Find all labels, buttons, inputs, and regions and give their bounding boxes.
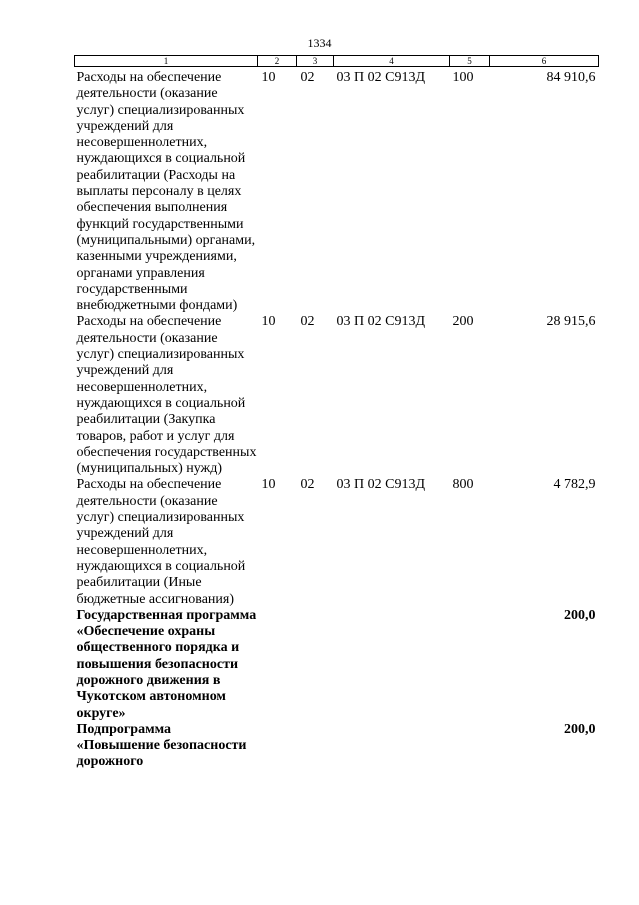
row-target-code: 03 П 02 С913Д [336, 70, 425, 85]
row-amount: 200,0 [564, 607, 596, 623]
row-section: 10 [261, 70, 276, 85]
page-number: 1334 [307, 36, 332, 50]
row-expense-type: 100 [452, 70, 474, 85]
row-amount: 200,0 [564, 721, 596, 737]
row-subsection: 02 [300, 70, 315, 85]
row-section [258, 608, 297, 722]
column-header-1: 1 [75, 56, 258, 67]
row-section: 10 [261, 477, 276, 493]
table-row [75, 314, 599, 477]
table-row [75, 477, 599, 607]
row-subsection [297, 608, 334, 722]
column-header-2: 2 [258, 56, 297, 67]
row-expense-type: 200 [452, 314, 474, 330]
table-header [75, 56, 599, 67]
row-name: Расходы на обеспечение деятельности (оказание услуг) специализированных учреждений для несовершеннолетних, нуждающихся в социальной реабилитации (Иные бюджетные ассигнования) [76, 477, 246, 607]
row-amount: 28 915,6 [546, 314, 596, 330]
row-section [258, 722, 297, 771]
row-target-code: 03 П 02 С913Д [336, 477, 425, 493]
row-name: Расходы на обеспечение деятельности (оказание услуг) специализированных учреждений для несовершеннолетних, нуждающихся в социальной реабилитации (Расходы на выплаты персоналу в целях обеспечения выполнения функций государственными (муниципальными) органами, казенными учреждениями, органами управления государственными внебюджетными фондами) [76, 70, 256, 314]
row-target-code [334, 608, 450, 722]
row-section: 10 [261, 314, 276, 330]
row-name: Расходы на обеспечение деятельности (оказание услуг) специализированных учреждений для несовершеннолетних, нуждающихся в социальной реабилитации (Закупка товаров, работ и услуг для обеспечения государственных (муниципальных) нужд) [76, 314, 257, 477]
row-amount: 84 910,6 [546, 70, 596, 85]
row-target-code [334, 722, 450, 771]
row-name: Подпрограмма «Повышение безопасности дорожного [76, 721, 247, 770]
row-target-code: 03 П 02 С913Д [336, 314, 425, 330]
column-header-5: 5 [450, 56, 490, 67]
column-header-3: 3 [297, 56, 334, 67]
row-amount: 4 782,9 [553, 477, 596, 493]
row-subsection: 02 [300, 477, 315, 493]
budget-table [74, 55, 599, 771]
row-expense-type [450, 608, 490, 722]
row-subsection: 02 [300, 314, 315, 330]
table-row [75, 608, 599, 722]
row-name: Государственная программа «Обеспечение охраны общественного порядка и повышения безопасности дорожного движения в Чукотском автономном округе» [76, 607, 257, 721]
column-header-6: 6 [490, 56, 599, 67]
table-row [75, 67, 599, 315]
row-expense-type [450, 722, 490, 771]
table-row [75, 722, 599, 771]
row-subsection [297, 722, 334, 771]
row-expense-type: 800 [452, 477, 474, 493]
column-header-4: 4 [334, 56, 450, 67]
